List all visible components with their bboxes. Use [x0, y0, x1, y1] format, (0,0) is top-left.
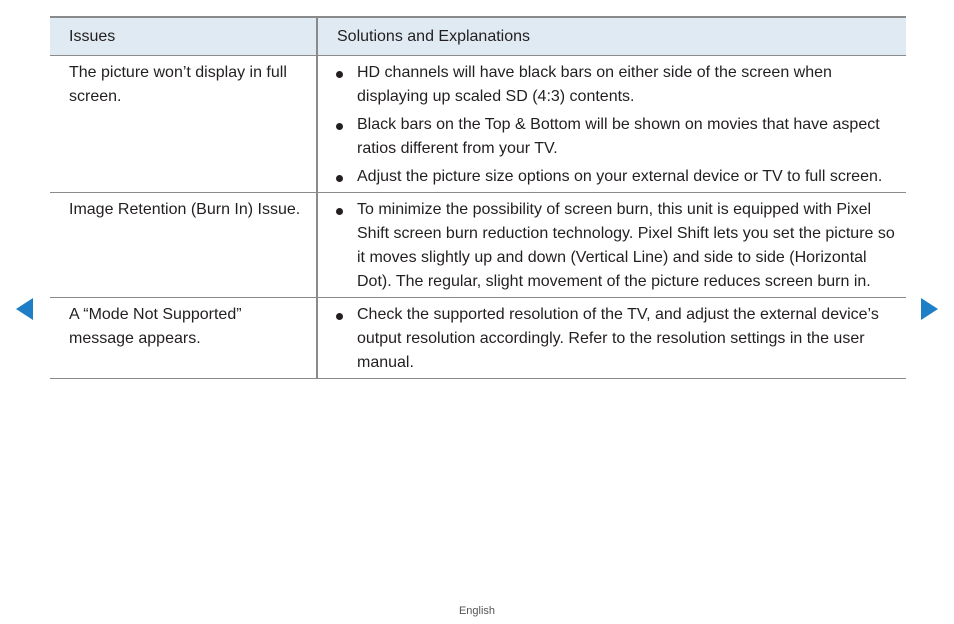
bullet-icon [336, 123, 343, 130]
bullet-icon [336, 175, 343, 182]
table-row [50, 193, 906, 298]
solution-list [318, 56, 906, 192]
solution-cell [317, 193, 906, 298]
issue-cell: Image Retention (Burn In) Issue. [50, 193, 317, 298]
solution-text: Check the supported resolution of the TV, and adjust the external device’s output resolution accordingly. Refer to the resolution settings in the user manual. [357, 306, 879, 371]
solution-item [318, 165, 902, 189]
issues-column-header: Issues [50, 17, 317, 56]
previous-page-icon[interactable] [16, 298, 33, 320]
troubleshooting-table-container [50, 16, 906, 379]
next-page-icon[interactable] [921, 298, 938, 320]
solutions-column-header: Solutions and Explanations [317, 17, 906, 56]
bullet-icon [336, 208, 343, 215]
solution-text: Black bars on the Top & Bottom will be shown on movies that have aspect ratios different from your TV. [357, 116, 880, 157]
table-row [50, 298, 906, 379]
solution-item [318, 113, 902, 161]
solution-item [318, 61, 902, 109]
solution-item [318, 303, 902, 375]
solution-item [318, 198, 902, 294]
solution-list [318, 298, 906, 378]
issue-cell: A “Mode Not Supported” message appears. [50, 298, 317, 379]
bullet-icon [336, 313, 343, 320]
table-row [50, 56, 906, 193]
troubleshooting-table [50, 16, 906, 379]
solution-list [318, 193, 906, 297]
solution-text: HD channels will have black bars on either side of the screen when displaying up scaled SD (4:3) contents. [357, 64, 832, 105]
solution-text: Adjust the picture size options on your external device or TV to full screen. [357, 168, 883, 185]
footer-language-label: English [458, 605, 496, 617]
solution-cell [317, 298, 906, 379]
table-header-row [50, 17, 906, 56]
issue-cell: The picture won’t display in full screen. [50, 56, 317, 193]
bullet-icon [336, 71, 343, 78]
solution-text: To minimize the possibility of screen burn, this unit is equipped with Pixel Shift screen burn reduction technology. Pixel Shift lets you set the picture so it moves slightly up and down (Vertical Line) and side to side (Horizontal Dot). The regular, slight movement of the picture reduces screen burn in. [357, 201, 895, 290]
solution-cell [317, 56, 906, 193]
